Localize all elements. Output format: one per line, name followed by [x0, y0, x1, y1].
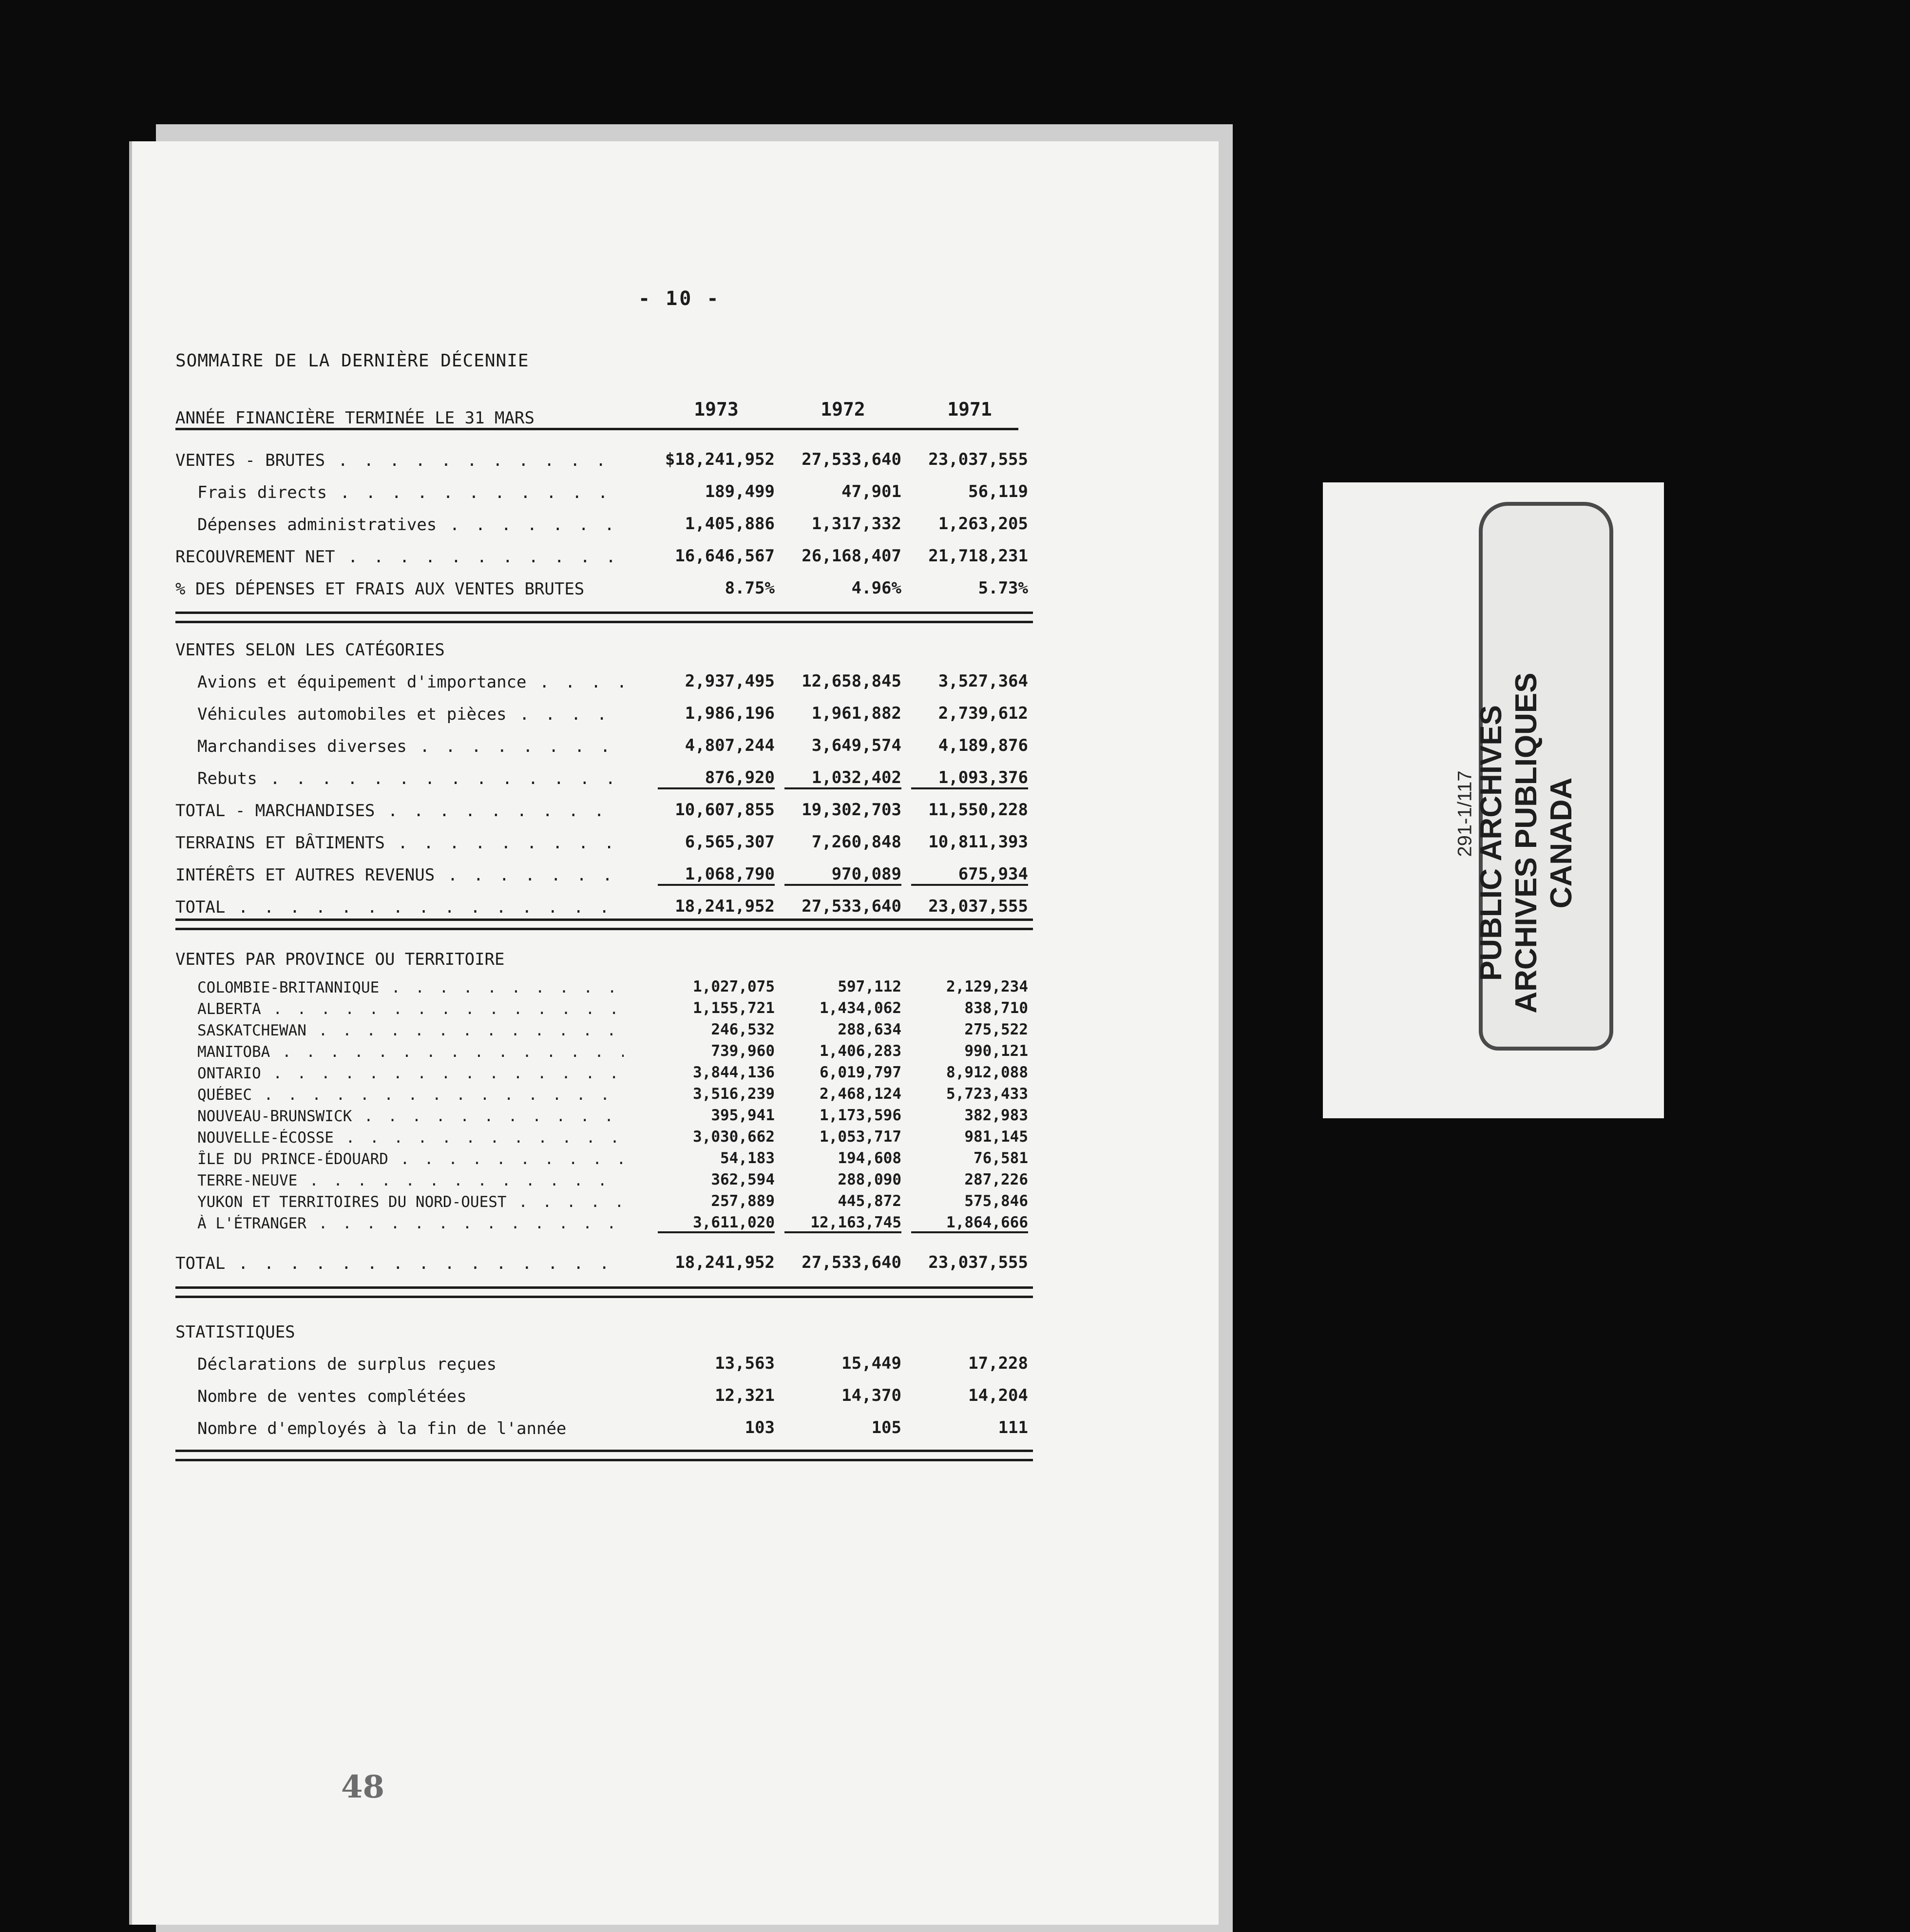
section-heading: VENTES PAR PROVINCE OU TERRITOIRE: [175, 950, 505, 969]
row-label: NOUVELLE-ÉCOSSE . . .: [197, 1129, 624, 1147]
summary-row: [175, 446, 1043, 478]
value-1971: 17,228: [968, 1354, 1028, 1373]
category-row: [175, 732, 1043, 764]
value-1971: 287,226: [964, 1171, 1028, 1188]
province-row: [175, 1170, 1043, 1191]
province-row: [175, 1084, 1043, 1106]
province-row: [175, 977, 1043, 998]
value-1973: 103: [745, 1418, 775, 1437]
value-1973: 1,068,790: [658, 864, 775, 886]
statistics-row: [175, 1350, 1043, 1382]
value-1973: 395,941: [711, 1107, 775, 1124]
value-1972: 288,090: [838, 1171, 901, 1188]
row-label: NOUVEAU-BRUNSWICK . . .: [197, 1108, 624, 1125]
year-column-1: 1973: [694, 399, 739, 420]
row-label: MANITOBA . . .: [197, 1043, 624, 1061]
row-label: ÎLE DU PRINCE-ÉDOUARD . . .: [197, 1150, 624, 1168]
value-1973: 1,155,721: [693, 999, 775, 1017]
row-label: ALBERTA . . .: [197, 1000, 624, 1018]
value-1971: 838,710: [964, 999, 1028, 1017]
row-label: Nombre de ventes complétées: [197, 1387, 467, 1406]
value-1972: 1,434,062: [820, 999, 901, 1017]
value-1972: 12,658,845: [802, 671, 901, 691]
value-1973: 189,499: [705, 482, 775, 501]
value-1972: 27,533,640: [802, 1253, 901, 1272]
category-row: [175, 700, 1043, 732]
value-1971: 76,581: [974, 1149, 1028, 1167]
value-1972: 597,112: [838, 978, 901, 995]
value-1972: 4.96%: [851, 578, 901, 598]
stamp-line: PUBLIC ARCHIVES: [1474, 705, 1508, 981]
value-1973: 257,889: [711, 1192, 775, 1210]
value-1971: 10,811,393: [928, 832, 1028, 852]
summary-row: [175, 574, 1043, 607]
value-1971: 23,037,555: [928, 1253, 1028, 1272]
summary-row: [175, 542, 1043, 574]
row-label: RECOUVREMENT NET . . .: [175, 547, 624, 567]
value-1973: 13,563: [715, 1354, 775, 1373]
value-1973: 16,646,567: [675, 546, 775, 566]
provinces-section: [175, 948, 1043, 1281]
value-1973: 4,807,244: [685, 736, 775, 755]
row-label: TOTAL . . .: [175, 898, 624, 917]
category-row: [175, 861, 1043, 893]
value-1973: 362,594: [711, 1171, 775, 1188]
statistics-row: [175, 1414, 1043, 1446]
value-1973: $18,241,952: [665, 450, 775, 469]
value-1972: 15,449: [841, 1354, 901, 1373]
archive-reference-number: 291-1/117: [1454, 770, 1476, 857]
value-1973: 3,611,020: [658, 1214, 775, 1233]
year-column-2: 1972: [821, 399, 865, 420]
value-1971: 8,912,088: [946, 1064, 1028, 1081]
value-1973: 6,565,307: [685, 832, 775, 852]
row-label: Frais directs . . .: [197, 483, 624, 502]
province-row: [175, 1020, 1043, 1041]
header-label: ANNÉE FINANCIÈRE TERMINÉE LE 31 MARS: [175, 408, 535, 428]
province-row: [175, 1191, 1043, 1213]
value-1973: 18,241,952: [675, 897, 775, 916]
value-1971: 4,189,876: [938, 736, 1028, 755]
value-1972: 27,533,640: [802, 450, 901, 469]
value-1971: 111: [998, 1418, 1028, 1437]
province-row: [175, 998, 1043, 1020]
value-1972: 6,019,797: [820, 1064, 901, 1081]
value-1973: 12,321: [715, 1386, 775, 1405]
row-label: Marchandises diverses . . .: [197, 737, 624, 756]
row-label: Nombre d'employés à la fin de l'année: [197, 1419, 567, 1438]
category-row: [175, 668, 1043, 700]
province-row: [175, 1127, 1043, 1148]
value-1972: 7,260,848: [811, 832, 901, 852]
row-label: TERRAINS ET BÂTIMENTS . . .: [175, 833, 624, 853]
value-1972: 14,370: [841, 1386, 901, 1405]
value-1973: 3,030,662: [693, 1128, 775, 1146]
categories-section: [175, 638, 1043, 925]
value-1973: 10,607,855: [675, 800, 775, 820]
value-1972: 1,173,596: [820, 1107, 901, 1124]
section-heading: VENTES SELON LES CATÉGORIES: [175, 640, 445, 660]
value-1972: 1,053,717: [820, 1128, 901, 1146]
summary-section: [175, 446, 1043, 607]
statistics-row: [175, 1382, 1043, 1414]
value-1971: 56,119: [968, 482, 1028, 501]
province-row: [175, 1041, 1043, 1063]
row-label: INTÉRÊTS ET AUTRES REVENUS . . .: [175, 865, 624, 885]
category-row: [175, 796, 1043, 828]
value-1971: 23,037,555: [928, 450, 1028, 469]
row-label: Rebuts . . .: [197, 769, 624, 788]
value-1973: 1,405,886: [685, 514, 775, 534]
row-label: TOTAL - MARCHANDISES . . .: [175, 801, 624, 821]
summary-row: [175, 478, 1043, 510]
stamp-line: CANADA: [1545, 777, 1578, 909]
value-1971: 990,121: [964, 1042, 1028, 1060]
value-1972: 1,961,882: [811, 704, 901, 723]
value-1971: 1,864,666: [911, 1214, 1028, 1233]
value-1972: 194,608: [838, 1149, 901, 1167]
value-1971: 1,093,376: [911, 768, 1028, 789]
province-row: [175, 1213, 1043, 1234]
value-1972: 26,168,407: [802, 546, 901, 566]
value-1971: 575,846: [964, 1192, 1028, 1210]
value-1973: 3,844,136: [693, 1064, 775, 1081]
summary-row: [175, 510, 1043, 542]
value-1971: 23,037,555: [928, 897, 1028, 916]
value-1971: 3,527,364: [938, 671, 1028, 691]
value-1973: 739,960: [711, 1042, 775, 1060]
province-row: [175, 1063, 1043, 1084]
value-1971: 2,739,612: [938, 704, 1028, 723]
value-1971: 5.73%: [978, 578, 1028, 598]
document-title: SOMMAIRE DE LA DERNIÈRE DÉCENNIE: [175, 351, 529, 371]
value-1971: 21,718,231: [928, 546, 1028, 566]
row-label: Avions et équipement d'importance . . .: [197, 672, 624, 692]
double-rule: [175, 612, 1033, 623]
value-1972: 47,901: [841, 482, 901, 501]
row-label: Déclarations de surplus reçues: [197, 1355, 497, 1374]
row-label: À L'ÉTRANGER . . .: [197, 1215, 624, 1232]
value-1973: 1,027,075: [693, 978, 775, 995]
category-row: [175, 764, 1043, 796]
value-1971: 14,204: [968, 1386, 1028, 1405]
row-label: TERRE-NEUVE . . .: [197, 1172, 624, 1189]
province-row: [175, 1106, 1043, 1127]
double-rule: [175, 1286, 1033, 1298]
table-header: [175, 399, 1018, 430]
value-1972: 27,533,640: [802, 897, 901, 916]
statistics-section: [175, 1320, 1043, 1446]
value-1973: 18,241,952: [675, 1253, 775, 1272]
value-1971: 675,934: [911, 864, 1028, 886]
value-1973: 2,937,495: [685, 671, 775, 691]
value-1973: 246,532: [711, 1021, 775, 1038]
value-1972: 1,032,402: [784, 768, 901, 789]
row-label: TOTAL . . .: [175, 1254, 624, 1273]
value-1972: 3,649,574: [811, 736, 901, 755]
value-1973: 54,183: [720, 1149, 775, 1167]
value-1972: 19,302,703: [802, 800, 901, 820]
double-rule: [175, 918, 1033, 930]
value-1971: 5,723,433: [946, 1085, 1028, 1103]
row-label: SASKATCHEWAN . . .: [197, 1022, 624, 1039]
value-1971: 11,550,228: [928, 800, 1028, 820]
value-1971: 981,145: [964, 1128, 1028, 1146]
value-1973: 3,516,239: [693, 1085, 775, 1103]
handwritten-page-number: 48: [341, 1769, 385, 1805]
row-label: COLOMBIE-BRITANNIQUE . . .: [197, 979, 624, 996]
stamp-line: ARCHIVES PUBLIQUES: [1509, 672, 1543, 1014]
double-rule: [175, 1450, 1033, 1461]
value-1972: 105: [871, 1418, 901, 1437]
province-total-row: [175, 1249, 1043, 1281]
value-1973: 876,920: [658, 768, 775, 789]
value-1972: 288,634: [838, 1021, 901, 1038]
value-1971: 382,983: [964, 1107, 1028, 1124]
value-1972: 12,163,745: [784, 1214, 901, 1233]
value-1972: 445,872: [838, 1192, 901, 1210]
row-label: Dépenses administratives . . .: [197, 515, 624, 535]
row-label: QUÉBEC . . .: [197, 1086, 624, 1104]
province-row: [175, 1148, 1043, 1170]
value-1972: 1,317,332: [811, 514, 901, 534]
value-1973: 8.75%: [725, 578, 775, 598]
section-heading: STATISTIQUES: [175, 1322, 295, 1342]
archive-stamp-card: [1323, 482, 1664, 1118]
value-1972: 1,406,283: [820, 1042, 901, 1060]
row-label: YUKON ET TERRITOIRES DU NORD-OUEST . . .: [197, 1193, 624, 1211]
year-column-3: 1971: [947, 399, 992, 420]
row-label: VENTES - BRUTES . . .: [175, 451, 624, 470]
value-1971: 1,263,205: [938, 514, 1028, 534]
archive-stamp-text: [1474, 599, 1601, 1087]
value-1972: 2,468,124: [820, 1085, 901, 1103]
category-row: [175, 828, 1043, 861]
value-1971: 2,129,234: [946, 978, 1028, 995]
value-1971: 275,522: [964, 1021, 1028, 1038]
row-label: % DES DÉPENSES ET FRAIS AUX VENTES BRUTES: [175, 579, 585, 599]
row-label: ONTARIO . . .: [197, 1065, 624, 1082]
page-number: - 10 -: [638, 287, 721, 310]
row-label: Véhicules automobiles et pièces . . .: [197, 705, 624, 724]
value-1973: 1,986,196: [685, 704, 775, 723]
value-1972: 970,089: [784, 864, 901, 886]
